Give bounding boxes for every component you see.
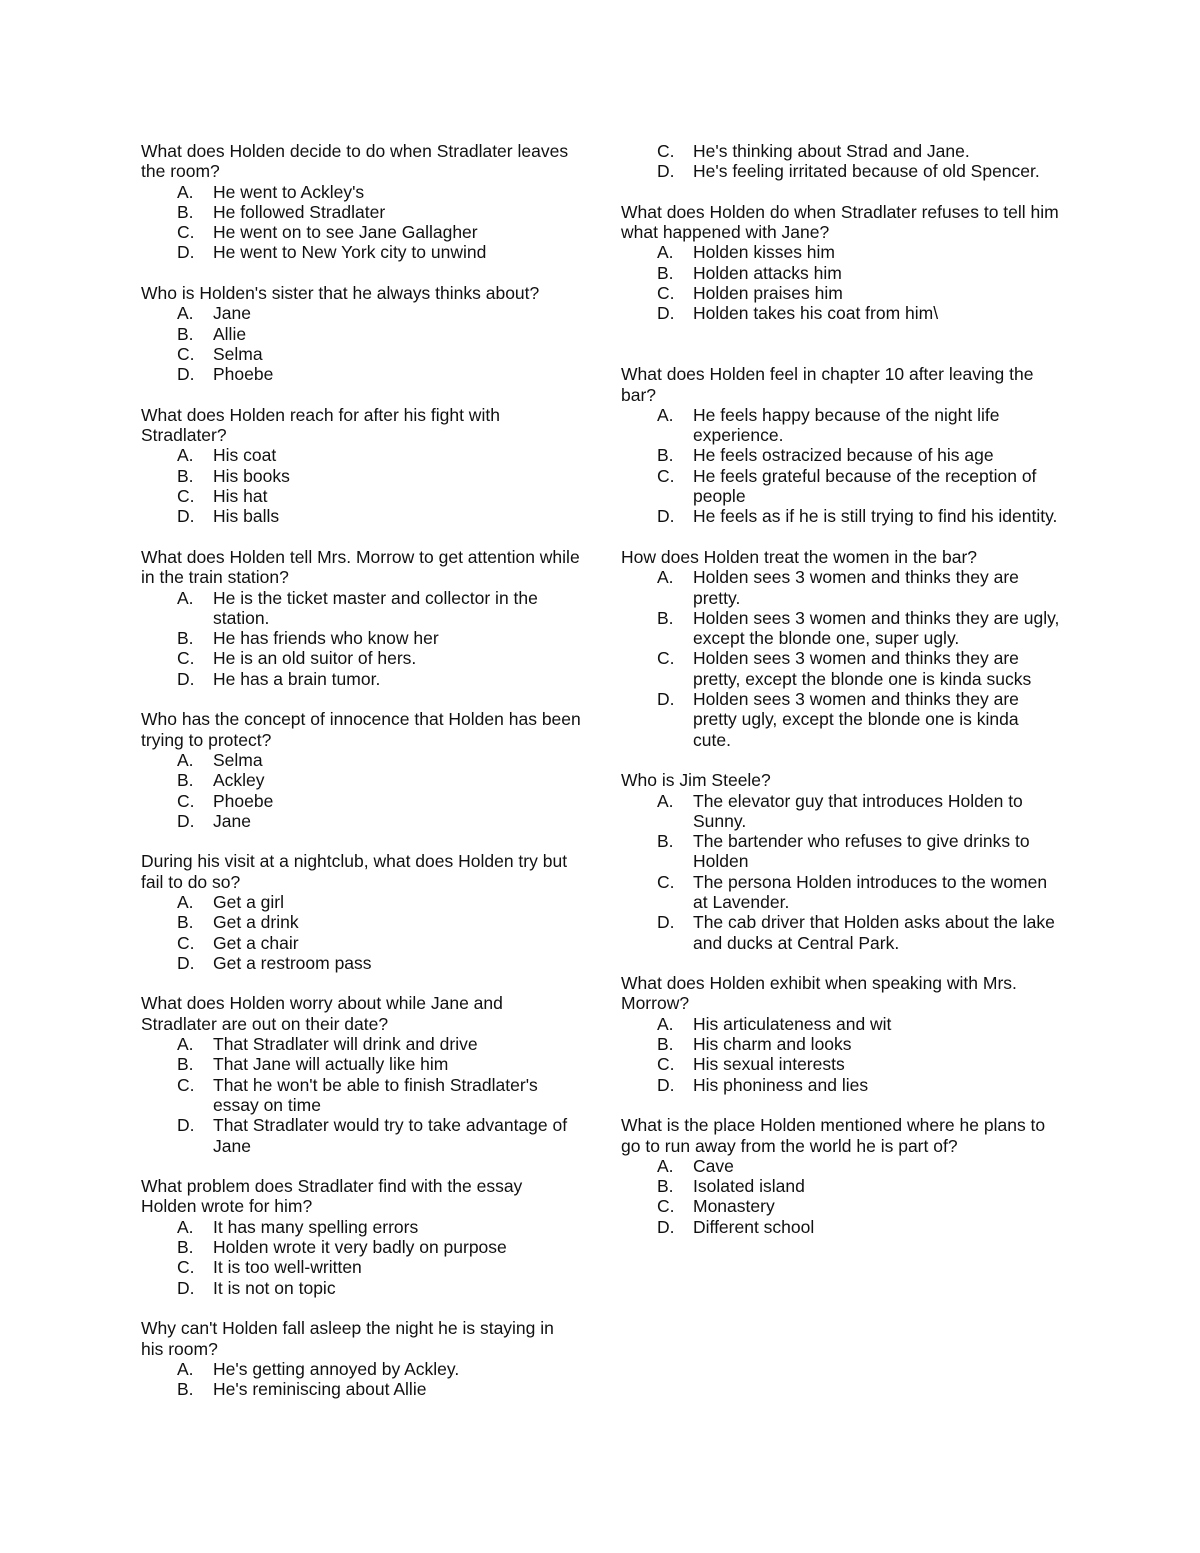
option-letter: B.	[177, 1379, 194, 1400]
option-text: The cab driver that Holden asks about the lake and ducks at Central Park.	[693, 912, 1055, 953]
option-text: Selma	[213, 749, 263, 770]
answer-option	[621, 506, 1061, 526]
option-letter: B.	[177, 770, 194, 791]
question-text: During his visit at a nightclub, what does Holden try but fail to do so?	[141, 851, 568, 892]
option-letter: B.	[177, 1054, 194, 1075]
question-text: Who has the concept of innocence that Holden has been trying to protect?	[141, 709, 581, 750]
answer-options	[621, 1014, 1061, 1095]
option-text: Selma	[213, 343, 263, 364]
option-letter: C.	[177, 222, 195, 243]
question-block	[621, 364, 1061, 526]
option-letter: C.	[177, 790, 195, 811]
question-block	[621, 547, 1061, 750]
answer-option	[141, 1054, 581, 1074]
option-text: Cave	[693, 1155, 734, 1176]
question-text: What does Holden do when Stradlater refuses to tell him what happened with Jane?	[621, 201, 1059, 243]
answer-option	[621, 161, 1061, 181]
answer-option	[621, 689, 1061, 750]
option-letter: B.	[657, 1176, 674, 1197]
option-letter: B.	[177, 201, 194, 222]
option-letter: A.	[657, 790, 674, 811]
answer-option	[141, 1379, 581, 1399]
answer-option	[621, 1054, 1061, 1074]
option-text: Get a girl	[213, 891, 284, 912]
answer-option	[621, 283, 1061, 303]
question-block	[141, 851, 581, 973]
option-letter: D.	[177, 1115, 195, 1136]
right-column	[621, 141, 1061, 1257]
option-letter: C.	[657, 1054, 675, 1075]
option-text: It is too well-written	[213, 1257, 362, 1278]
answer-option	[621, 1176, 1061, 1196]
answer-option	[141, 1359, 581, 1379]
option-letter: C.	[177, 932, 195, 953]
answer-option	[141, 770, 581, 790]
answer-option	[621, 303, 1061, 323]
option-letter: B.	[657, 445, 674, 466]
answer-option	[621, 791, 1061, 832]
option-text: Holden sees 3 women and thinks they are pretty ugly, except the blonde one is kinda cute.	[693, 689, 1019, 750]
answer-option	[621, 405, 1061, 446]
option-text: That Jane will actually like him	[213, 1054, 449, 1075]
option-text: Holden attacks him	[693, 262, 842, 283]
answer-options	[141, 182, 581, 263]
answer-option	[141, 953, 581, 973]
answer-option	[141, 466, 581, 486]
answer-options	[621, 242, 1061, 323]
answer-option	[621, 1196, 1061, 1216]
answer-option	[141, 182, 581, 202]
question-text: What is the place Holden mentioned where he plans to go to run away from the world he is part of?	[621, 1115, 1046, 1156]
answer-options	[621, 1156, 1061, 1237]
option-letter: A.	[657, 1013, 674, 1034]
option-text: That Stradlater will drink and drive	[213, 1034, 478, 1055]
option-text: He feels grateful because of the reception of people	[693, 465, 1037, 507]
question-block	[141, 141, 581, 263]
option-text: His charm and looks	[693, 1034, 852, 1055]
option-text: His coat	[213, 445, 277, 466]
option-text: He's reminiscing about Allie	[213, 1379, 427, 1400]
option-text: He feels ostracized because of his age	[693, 445, 994, 466]
answer-option	[621, 1034, 1061, 1054]
option-letter: B.	[657, 262, 674, 283]
answer-option	[621, 608, 1061, 649]
option-letter: D.	[657, 912, 675, 933]
question-block	[141, 1176, 581, 1298]
question-text: What problem does Stradlater find with the essay Holden wrote for him?	[141, 1176, 523, 1217]
answer-option	[621, 1156, 1061, 1176]
option-letter: D.	[657, 1216, 675, 1237]
answer-option	[141, 933, 581, 953]
option-letter: D.	[657, 303, 675, 324]
option-letter: A.	[177, 303, 194, 324]
answer-option	[621, 831, 1061, 872]
option-text: He went to New York city to unwind	[213, 242, 487, 263]
option-text: He's feeling irritated because of old Spencer.	[693, 161, 1040, 182]
option-text: He followed Stradlater	[213, 201, 386, 222]
option-letter: A.	[657, 404, 674, 425]
option-letter: D.	[177, 506, 195, 527]
option-text: He has a brain tumor.	[213, 668, 381, 689]
option-letter: D.	[177, 668, 195, 689]
answer-option	[141, 445, 581, 465]
option-text: Jane	[213, 810, 251, 831]
option-letter: C.	[177, 1257, 195, 1278]
question-text: Why can't Holden fall asleep the night he is staying in his room?	[141, 1318, 554, 1359]
answer-option	[141, 364, 581, 384]
option-letter: D.	[177, 810, 195, 831]
answer-options	[141, 1034, 581, 1156]
answer-option	[141, 242, 581, 262]
option-letter: C.	[657, 141, 675, 161]
option-text: Holden kisses him	[693, 242, 835, 263]
question-text: Who is Holden's sister that he always thinks about?	[141, 283, 540, 304]
question-text: Who is Jim Steele?	[621, 770, 771, 791]
answer-option	[141, 1034, 581, 1054]
answer-option	[621, 648, 1061, 689]
answer-options	[621, 141, 1061, 182]
answer-option	[141, 892, 581, 912]
question-block	[621, 973, 1061, 1095]
option-text: Holden sees 3 women and thinks they are pretty, except the blonde one is kinda sucks	[693, 648, 1032, 689]
answer-options	[141, 1359, 581, 1400]
option-letter: D.	[657, 161, 675, 182]
option-letter: A.	[177, 1034, 194, 1055]
option-letter: B.	[177, 912, 194, 933]
option-letter: A.	[177, 1358, 194, 1379]
answer-option	[141, 588, 581, 629]
answer-options	[621, 791, 1061, 953]
option-text: His books	[213, 465, 290, 486]
option-text: His articulateness and wit	[693, 1013, 892, 1034]
option-letter: D.	[657, 506, 675, 527]
option-letter: C.	[657, 283, 675, 304]
question-block	[141, 1318, 581, 1399]
question-text: What does Holden exhibit when speaking with Mrs. Morrow?	[621, 973, 1017, 1014]
option-letter: A.	[177, 1216, 194, 1237]
answer-options	[141, 303, 581, 384]
answer-option	[141, 506, 581, 526]
answer-option	[141, 303, 581, 323]
question-block	[141, 709, 581, 831]
question-text: What does Holden feel in chapter 10 after leaving the bar?	[621, 364, 1034, 405]
option-text: Holden takes his coat from him\	[693, 303, 939, 324]
answer-option	[141, 1217, 581, 1237]
option-text: Phoebe	[213, 790, 274, 811]
answer-option	[141, 486, 581, 506]
option-text: That Stradlater would try to take advantage of Jane	[213, 1115, 568, 1156]
answer-option	[621, 1217, 1061, 1237]
question-text: How does Holden treat the women in the bar?	[621, 546, 978, 567]
answer-option	[621, 466, 1061, 507]
option-text: He's getting annoyed by Ackley.	[213, 1358, 460, 1379]
question-text: What does Holden decide to do when Stradlater leaves the room?	[141, 141, 569, 182]
option-letter: B.	[177, 323, 194, 344]
answer-option	[141, 344, 581, 364]
option-letter: C.	[177, 343, 195, 364]
question-block	[621, 770, 1061, 953]
answer-options	[141, 588, 581, 689]
answer-option	[141, 1257, 581, 1277]
answer-options	[141, 750, 581, 831]
option-text: Ackley	[213, 770, 265, 791]
option-letter: C.	[657, 465, 675, 486]
option-text: Phoebe	[213, 364, 274, 385]
answer-option	[141, 811, 581, 831]
answer-option	[141, 791, 581, 811]
question-block	[141, 993, 581, 1155]
answer-option	[141, 1278, 581, 1298]
option-text: He feels as if he is still trying to find his identity.	[693, 506, 1058, 527]
answer-option	[141, 750, 581, 770]
question-block	[141, 405, 581, 527]
option-letter: D.	[177, 242, 195, 263]
answer-option	[621, 141, 1061, 161]
option-text: It has many spelling errors	[213, 1216, 419, 1237]
option-letter: C.	[177, 486, 195, 507]
option-letter: B.	[657, 1034, 674, 1055]
option-text: The persona Holden introduces to the women at Lavender.	[693, 871, 1048, 912]
answer-option	[621, 445, 1061, 465]
answer-option	[621, 1014, 1061, 1034]
option-letter: A.	[177, 891, 194, 912]
option-letter: A.	[177, 181, 194, 202]
answer-option	[621, 567, 1061, 608]
answer-option	[621, 242, 1061, 262]
answer-option	[141, 1237, 581, 1257]
option-text: His sexual interests	[693, 1054, 845, 1075]
question-block	[621, 1115, 1061, 1237]
option-letter: B.	[177, 628, 194, 649]
option-text: He is an old suitor of hers.	[213, 648, 417, 669]
answer-options	[141, 445, 581, 526]
option-letter: D.	[657, 1074, 675, 1095]
answer-option	[141, 202, 581, 222]
option-text: His hat	[213, 486, 268, 507]
option-letter: A.	[177, 587, 194, 608]
question-text: What does Holden worry about while Jane and Stradlater are out on their date?	[141, 993, 503, 1034]
option-letter: D.	[177, 1277, 195, 1298]
option-letter: A.	[657, 567, 674, 588]
option-letter: C.	[177, 1074, 195, 1095]
answer-options	[141, 1217, 581, 1298]
option-letter: A.	[657, 242, 674, 263]
question-block	[141, 547, 581, 689]
option-letter: C.	[177, 648, 195, 669]
answer-options	[621, 405, 1061, 527]
option-letter: D.	[177, 364, 195, 385]
option-text: Different school	[693, 1216, 815, 1237]
option-letter: B.	[177, 465, 194, 486]
option-letter: C.	[657, 648, 675, 669]
answer-option	[141, 628, 581, 648]
option-text: He went on to see Jane Gallagher	[213, 222, 478, 243]
question-text: What does Holden reach for after his fight with Stradlater?	[141, 404, 500, 446]
answer-option	[141, 324, 581, 344]
answer-option	[141, 912, 581, 932]
answer-option	[141, 1075, 581, 1116]
answer-option	[621, 1075, 1061, 1095]
option-letter: C.	[657, 871, 675, 892]
option-letter: A.	[177, 749, 194, 770]
option-letter: B.	[177, 1237, 194, 1258]
option-text: The elevator guy that introduces Holden to Sunny.	[693, 790, 1023, 831]
option-text: He feels happy because of the night life experience.	[693, 404, 1000, 446]
question-block	[141, 283, 581, 384]
option-text: Allie	[213, 323, 247, 344]
option-letter: A.	[177, 445, 194, 466]
option-text: Holden sees 3 women and thinks they are ugly, except the blonde one, super ugly.	[693, 607, 1060, 649]
answer-option	[141, 669, 581, 689]
option-letter: C.	[657, 1196, 675, 1217]
option-text: That he won't be able to finish Stradlater's essay on time	[213, 1074, 538, 1115]
answer-options	[621, 567, 1061, 750]
option-letter: B.	[657, 607, 674, 628]
answer-option	[621, 263, 1061, 283]
option-letter: D.	[657, 689, 675, 710]
option-text: His balls	[213, 506, 280, 527]
answer-option	[141, 1115, 581, 1156]
option-text: Get a chair	[213, 932, 299, 953]
option-letter: D.	[177, 952, 195, 973]
option-text: Jane	[213, 303, 251, 324]
question-text: What does Holden tell Mrs. Morrow to get attention while in the train station?	[141, 546, 580, 588]
option-text: He is the ticket master and collector in the station.	[213, 587, 538, 628]
option-text: Holden praises him	[693, 283, 843, 304]
option-text: Monastery	[693, 1196, 775, 1217]
option-text: He went to Ackley's	[213, 181, 365, 202]
option-text: It is not on topic	[213, 1277, 336, 1298]
question-block	[621, 202, 1061, 324]
answer-option	[621, 912, 1061, 953]
option-text: The bartender who refuses to give drinks to Holden	[693, 831, 1030, 872]
option-text: Isolated island	[693, 1176, 805, 1197]
answer-option	[141, 222, 581, 242]
answer-option	[621, 872, 1061, 913]
option-letter: A.	[657, 1155, 674, 1176]
option-text: Holden wrote it very badly on purpose	[213, 1237, 507, 1258]
option-text: Holden sees 3 women and thinks they are pretty.	[693, 567, 1019, 608]
question-block	[621, 141, 1061, 182]
left-column	[141, 141, 581, 1420]
option-letter: B.	[657, 831, 674, 852]
option-text: Get a drink	[213, 912, 299, 933]
option-text: He's thinking about Strad and Jane.	[693, 141, 970, 161]
option-text: Get a restroom pass	[213, 952, 372, 973]
answer-options	[141, 892, 581, 973]
answer-option	[141, 648, 581, 668]
option-text: His phoniness and lies	[693, 1074, 869, 1095]
option-text: He has friends who know her	[213, 628, 439, 649]
